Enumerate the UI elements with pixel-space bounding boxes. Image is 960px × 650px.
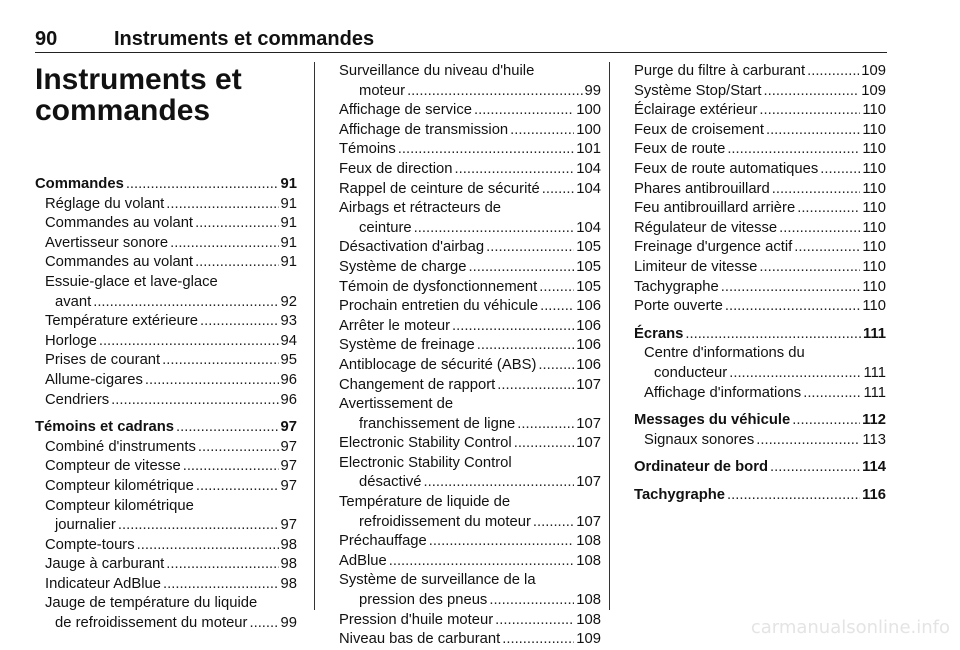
toc-entry-label: Phares antibrouillard [634, 180, 770, 197]
toc-entry[interactable] [339, 278, 601, 298]
toc-entry-label: Régulateur de vitesse [634, 219, 778, 236]
toc-page-number: 104 [576, 219, 601, 236]
toc-page-number: 91 [280, 195, 297, 212]
toc-page-number: 97 [280, 438, 297, 455]
dot-leader [170, 234, 278, 254]
toc-entry-label: Compte-tours [45, 536, 135, 553]
toc-entry-label: Ordinateur de bord [634, 459, 769, 476]
dot-leader [803, 384, 861, 404]
dot-leader [196, 477, 279, 497]
toc-entry-label: AdBlue [339, 552, 387, 569]
dot-leader [137, 536, 279, 556]
chapter-title-line-1: Instruments et [35, 63, 242, 96]
dot-leader [779, 219, 860, 239]
toc-entry[interactable] [339, 219, 601, 239]
toc-entry-label: Système Stop/Start [634, 82, 762, 99]
watermark: carmanualsonline.info [750, 617, 950, 638]
toc-page-number: 108 [576, 533, 601, 550]
toc-entry-label: Messages du véhicule [634, 412, 791, 429]
toc-entry-label: Feux de direction [339, 160, 453, 177]
toc-page-number: 94 [280, 332, 297, 349]
dot-leader [489, 591, 574, 611]
toc-entry-label: conducteur [654, 364, 728, 381]
toc-entry[interactable] [339, 611, 601, 631]
toc-section[interactable] [634, 325, 886, 345]
toc-page-number: 99 [280, 615, 297, 632]
dot-leader [510, 121, 574, 141]
toc-entry-label: Electronic Stability Control [339, 435, 512, 452]
toc-column-3 [634, 62, 886, 505]
dot-leader [195, 253, 278, 273]
dot-leader [414, 219, 575, 239]
section-gap [634, 403, 886, 411]
dot-leader [540, 297, 574, 317]
toc-entry-label: Affichage de service [339, 102, 472, 119]
toc-page-number: 98 [280, 575, 297, 592]
toc-entry-label: ceinture [359, 219, 412, 236]
toc-page-number: 112 [862, 412, 886, 429]
toc-entry[interactable] [339, 336, 601, 356]
toc-page-number: 110 [862, 298, 886, 315]
toc-section[interactable] [634, 458, 886, 478]
toc-entry[interactable] [35, 332, 297, 352]
dot-leader [249, 614, 278, 634]
toc-entry-label: Horloge [45, 332, 97, 349]
toc-entry-label: Compteur kilométrique [45, 477, 194, 494]
toc-entry-label: Température extérieure [45, 313, 198, 330]
dot-leader [514, 434, 575, 454]
section-gap [35, 410, 297, 418]
toc-entry[interactable] [35, 253, 297, 273]
toc-page-number: 105 [576, 278, 601, 295]
toc-entry-label[interactable]: Compteur kilométrique [45, 497, 194, 514]
toc-entry-label: Éclairage extérieur [634, 102, 758, 119]
toc-page-number: 101 [576, 141, 601, 158]
toc-page-number: 108 [576, 552, 601, 569]
toc-entry-label: Purge du filtre à carburant [634, 63, 806, 79]
toc-page-number: 106 [576, 317, 601, 334]
toc-page-number: 99 [584, 82, 601, 99]
toc-entry[interactable] [634, 219, 886, 239]
toc-entry-label: Arrêter le moteur [339, 317, 451, 334]
toc-entry-label[interactable]: Centre d'informations du [644, 345, 805, 362]
dot-leader [486, 238, 574, 258]
dot-leader [727, 486, 860, 506]
toc-entry[interactable] [35, 536, 297, 556]
toc-entry-label: Prises de courant [45, 352, 161, 369]
toc-entry-label[interactable]: Température de liquide de [339, 494, 511, 511]
toc-entry[interactable] [35, 214, 297, 234]
toc-entry-label: Freinage d'urgence actif [634, 239, 793, 256]
dot-leader [474, 101, 574, 121]
toc-page-number: 106 [576, 298, 601, 315]
toc-page-number: 97 [280, 477, 297, 494]
toc-entry-label: Prochain entretien du véhicule [339, 298, 539, 315]
dot-leader [166, 195, 278, 215]
toc-entry-label[interactable]: Surveillance du niveau d'huile [339, 63, 535, 79]
toc-page-number: 109 [576, 631, 601, 648]
dot-leader [820, 160, 860, 180]
dot-leader [495, 611, 574, 631]
toc-entry-label[interactable]: Electronic Stability Control [339, 454, 512, 471]
toc-page-number: 110 [862, 258, 886, 275]
toc-entry-label: Signaux sonores [644, 431, 755, 448]
toc-entry[interactable] [634, 278, 886, 298]
toc-page-number: 91 [280, 254, 297, 271]
toc-page-number: 110 [862, 141, 886, 158]
toc-entry[interactable] [634, 238, 886, 258]
dot-leader [99, 332, 279, 352]
toc-page-number: 110 [862, 278, 886, 295]
toc-entry[interactable] [35, 293, 297, 313]
toc-page-number: 92 [280, 293, 297, 310]
toc-entry-label: moteur [359, 82, 406, 99]
dot-leader [93, 293, 278, 313]
dot-leader [766, 121, 860, 141]
toc-entry[interactable] [35, 516, 297, 536]
toc-entry-label: Feux de route automatiques [634, 160, 819, 177]
toc-page-number: 96 [280, 391, 297, 408]
toc-entry-label: Feu antibrouillard arrière [634, 200, 796, 217]
toc-entry[interactable] [339, 473, 601, 493]
toc-entry-label: Antiblocage de sécurité (ABS) [339, 356, 537, 373]
toc-entry-label: Affichage d'informations [644, 384, 802, 401]
toc-page-number: 105 [576, 258, 601, 275]
dot-leader [517, 415, 574, 435]
dot-leader [111, 391, 278, 411]
toc-entry[interactable] [339, 376, 601, 396]
dot-leader [539, 278, 574, 298]
chapter-title-line-2: commandes [35, 94, 211, 127]
toc-entry-label: Préchauffage [339, 533, 427, 550]
toc-entry[interactable] [35, 477, 297, 497]
toc-column-2 [339, 62, 601, 650]
dot-leader [469, 258, 575, 278]
toc-entry[interactable] [634, 101, 886, 121]
toc-entry[interactable] [339, 297, 601, 317]
toc-entry[interactable] [634, 364, 886, 384]
toc-entry[interactable] [35, 614, 297, 634]
toc-page-number: 110 [862, 180, 886, 197]
dot-leader [126, 175, 279, 195]
toc-entry-label: Pression d'huile moteur [339, 611, 494, 628]
toc-entry[interactable] [634, 384, 886, 404]
toc-entry-label[interactable]: Avertissement de [339, 396, 454, 413]
toc-entry-label: Compteur de vitesse [45, 458, 181, 475]
toc-page-number: 98 [280, 556, 297, 573]
column-divider [609, 62, 610, 610]
dot-leader [542, 180, 575, 200]
dot-leader [452, 317, 574, 337]
dot-leader [770, 458, 860, 478]
header-rule [35, 52, 887, 53]
toc-entry[interactable] [35, 312, 297, 332]
toc-entry-label: pression des pneus [359, 592, 488, 609]
toc-entry[interactable] [339, 317, 601, 337]
toc-entry[interactable] [339, 82, 601, 102]
toc-entry[interactable] [634, 82, 886, 102]
toc-entry-label[interactable]: Système de surveillance de la [339, 572, 536, 589]
toc-page-number: 91 [280, 176, 297, 192]
dot-leader [792, 411, 860, 431]
section-gap [634, 317, 886, 325]
toc-entry[interactable] [35, 371, 297, 391]
dot-leader [759, 101, 860, 121]
dot-leader [502, 630, 574, 650]
dot-leader [772, 180, 861, 200]
toc-entry[interactable] [35, 555, 297, 575]
chapter-title [35, 64, 297, 126]
toc-section[interactable] [35, 418, 297, 438]
toc-page-number: 91 [280, 234, 297, 251]
dot-leader [538, 356, 574, 376]
toc-entry-label: Porte ouverte [634, 298, 723, 315]
toc-page-number: 110 [862, 200, 886, 217]
toc-page-number: 107 [576, 376, 601, 393]
toc-entry[interactable] [339, 552, 601, 572]
toc-entry-label: Système de freinage [339, 337, 475, 354]
toc-page-number: 107 [576, 435, 601, 452]
toc-entry[interactable] [634, 180, 886, 200]
dot-leader [725, 297, 861, 317]
dot-leader [398, 140, 575, 160]
toc-page-number: 110 [862, 102, 886, 119]
dot-leader [763, 82, 859, 102]
toc-entry-label: Réglage du volant [45, 195, 165, 212]
toc-page-number: 106 [576, 337, 601, 354]
toc-entry[interactable] [339, 140, 601, 160]
toc-page-number: 116 [862, 486, 886, 503]
dot-leader [797, 199, 860, 219]
toc-entry-label: Écrans [634, 325, 684, 342]
toc-page-number: 111 [863, 384, 886, 401]
toc-entry[interactable] [634, 160, 886, 180]
dot-leader [407, 82, 582, 102]
toc-entry-label: journalier [55, 517, 116, 534]
dot-leader [200, 312, 279, 332]
toc-entry-label: Commandes [35, 176, 124, 192]
toc-entry-label: avant [55, 293, 92, 310]
toc-page-number: 100 [576, 102, 601, 119]
toc-entry[interactable] [634, 62, 886, 82]
toc-entry[interactable] [339, 121, 601, 141]
toc-entry[interactable] [35, 234, 297, 254]
dot-leader [807, 62, 859, 82]
toc-entry-label: Cendriers [45, 391, 110, 408]
toc-page-number: 100 [576, 121, 601, 138]
dot-leader [756, 431, 860, 451]
toc-entry[interactable] [339, 160, 601, 180]
toc-entry-label: désactivé [359, 474, 422, 491]
toc-column-1 [35, 62, 297, 634]
toc-entry-label: Avertisseur sonore [45, 234, 169, 251]
dot-leader [195, 214, 278, 234]
toc-entry[interactable] [339, 513, 601, 533]
toc-entry-label: Indicateur AdBlue [45, 575, 161, 592]
toc-list-1 [35, 175, 297, 634]
toc-entry[interactable] [634, 140, 886, 160]
toc-section[interactable] [634, 486, 886, 506]
toc-page-number: 96 [280, 371, 297, 388]
toc-page-number: 106 [576, 356, 601, 373]
toc-entry[interactable] [339, 258, 601, 278]
toc-page-number: 109 [861, 82, 886, 99]
toc-entry[interactable] [339, 101, 601, 121]
toc-entry[interactable] [339, 415, 601, 435]
toc-entry-label: Feux de route [634, 141, 726, 158]
toc-entry[interactable] [339, 591, 601, 611]
toc-entry-label: Témoin de dysfonctionnement [339, 278, 538, 295]
toc-entry[interactable] [35, 391, 297, 411]
toc-entry-label: Combiné d'instruments [45, 438, 196, 455]
toc-page-number: 97 [280, 517, 297, 534]
toc-page-number: 108 [576, 611, 601, 628]
toc-entry[interactable] [339, 356, 601, 376]
section-gap [634, 450, 886, 458]
toc-entry[interactable] [634, 199, 886, 219]
toc-page-number: 110 [862, 239, 886, 256]
toc-page-number: 104 [576, 180, 601, 197]
toc-entry-label: Commandes au volant [45, 254, 194, 271]
toc-entry-label[interactable]: Jauge de température du liquide [45, 595, 258, 612]
toc-entry-label: refroidissement du moteur [359, 513, 531, 530]
dot-leader [685, 325, 861, 345]
toc-entry[interactable] [339, 180, 601, 200]
toc-entry-label: Niveau bas de carburant [339, 631, 501, 648]
dot-leader [533, 513, 574, 533]
toc-entry-label: Tachygraphe [634, 278, 719, 295]
toc-page-number: 114 [862, 459, 886, 476]
toc-entry[interactable] [634, 431, 886, 451]
dot-leader [729, 364, 861, 384]
toc-page-number: 107 [576, 415, 601, 432]
toc-entry[interactable] [339, 630, 601, 650]
toc-page-number: 108 [576, 592, 601, 609]
toc-entry-label[interactable]: Airbags et rétracteurs de [339, 200, 502, 217]
toc-entry-label[interactable]: Essuie-glace et lave-glace [45, 273, 218, 290]
toc-entry-label: de refroidissement du moteur [55, 615, 248, 632]
dot-leader [145, 371, 279, 391]
toc-page-number: 97 [280, 458, 297, 475]
toc-entry-label: Témoins [339, 141, 396, 158]
toc-entry-label: Jauge à carburant [45, 556, 165, 573]
toc-entry-label: Allume-cigares [45, 371, 143, 388]
toc-page-number: 110 [862, 160, 886, 177]
dot-leader [429, 532, 575, 552]
dot-leader [759, 258, 860, 278]
toc-entry[interactable] [35, 195, 297, 215]
running-title: Instruments et commandes [114, 28, 375, 50]
toc-page-number: 109 [861, 63, 886, 79]
dot-leader [794, 238, 860, 258]
page-number: 90 [35, 28, 58, 50]
toc-entry-label: Limiteur de vitesse [634, 258, 758, 275]
dot-leader [166, 555, 278, 575]
dot-leader [118, 516, 279, 536]
toc-page-number: 107 [576, 474, 601, 491]
dot-leader [176, 418, 279, 438]
toc-entry[interactable] [35, 438, 297, 458]
dot-leader [162, 351, 278, 371]
toc-page-number: 98 [280, 536, 297, 553]
toc-page-number: 104 [576, 160, 601, 177]
toc-page-number: 91 [280, 215, 297, 232]
dot-leader [727, 140, 860, 160]
toc-entry-label: Commandes au volant [45, 215, 194, 232]
toc-entry-label: franchissement de ligne [359, 415, 516, 432]
toc-entry[interactable] [634, 121, 886, 141]
toc-entry-label: Affichage de transmission [339, 121, 509, 138]
toc-page-number: 95 [280, 352, 297, 369]
toc-page-number: 110 [862, 121, 886, 138]
dot-leader [721, 278, 861, 298]
dot-leader [389, 552, 575, 572]
toc-page-number: 107 [576, 513, 601, 530]
dot-leader [455, 160, 575, 180]
toc-page-number: 111 [863, 364, 886, 381]
dot-leader [477, 336, 575, 356]
toc-entry-label: Système de charge [339, 258, 467, 275]
toc-page-number: 105 [576, 239, 601, 256]
toc-entry[interactable] [339, 434, 601, 454]
toc-entry[interactable] [35, 575, 297, 595]
toc-list-3 [634, 62, 886, 505]
toc-entry[interactable] [339, 238, 601, 258]
toc-entry-label: Désactivation d'airbag [339, 239, 485, 256]
toc-entry[interactable] [35, 457, 297, 477]
toc-entry[interactable] [339, 532, 601, 552]
toc-entry-label: Témoins et cadrans [35, 419, 174, 436]
toc-page-number: 110 [862, 219, 886, 236]
toc-page-number: 111 [862, 325, 886, 342]
toc-entry-label: Tachygraphe [634, 486, 725, 503]
section-gap [634, 478, 886, 486]
dot-leader [183, 457, 279, 477]
column-divider [314, 62, 315, 610]
dot-leader [198, 438, 279, 458]
toc-entry[interactable] [634, 297, 886, 317]
page-header [35, 26, 887, 52]
toc-page-number: 113 [862, 431, 886, 448]
dot-leader [497, 376, 574, 396]
toc-page-number: 93 [280, 313, 297, 330]
toc-section[interactable] [35, 175, 297, 195]
toc-entry-label: Feux de croisement [634, 121, 764, 138]
toc-list-2 [339, 62, 601, 650]
toc-entry[interactable] [35, 351, 297, 371]
toc-entry-label: Changement de rapport [339, 376, 496, 393]
dot-leader [163, 575, 279, 595]
toc-entry-label: Rappel de ceinture de sécurité [339, 180, 540, 197]
toc-entry[interactable] [634, 258, 886, 278]
toc-section[interactable] [634, 411, 886, 431]
dot-leader [424, 473, 575, 493]
toc-page-number: 97 [280, 419, 297, 436]
